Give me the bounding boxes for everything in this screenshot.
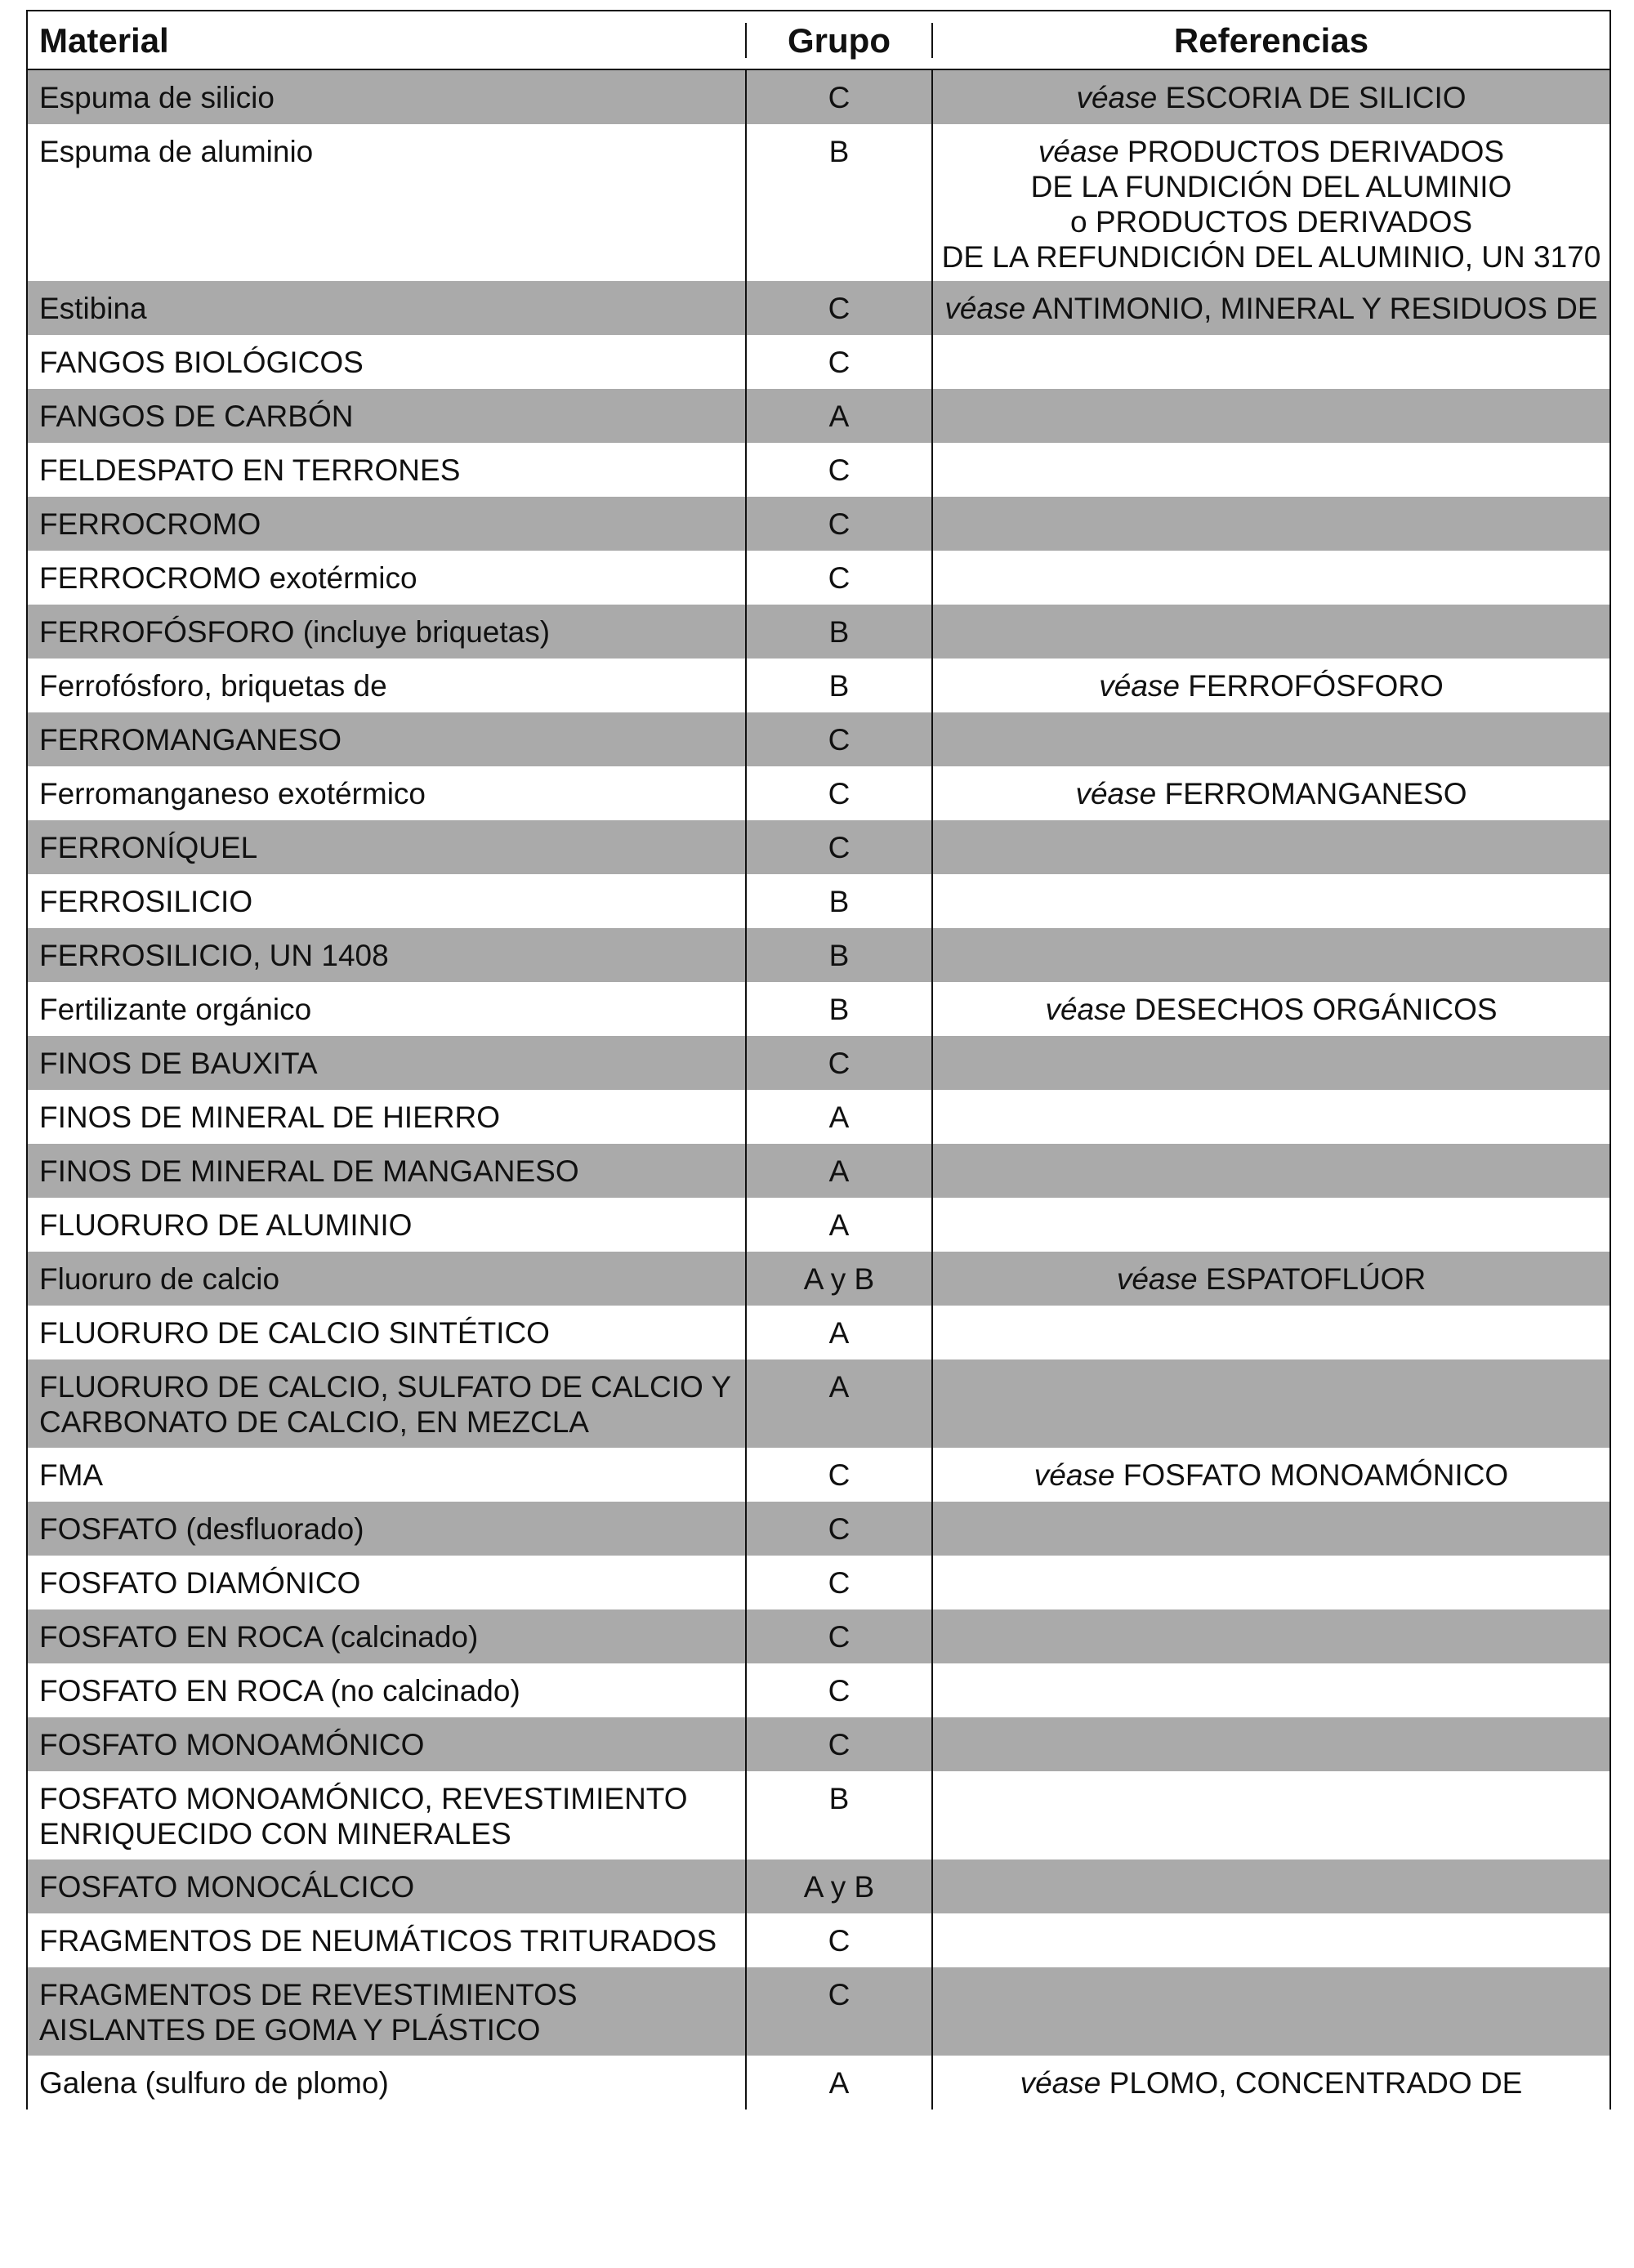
- table-row: [28, 1913, 1609, 1967]
- referencias-cell: [933, 281, 1609, 335]
- referencias-cell: [933, 443, 1609, 497]
- reference-line: [940, 80, 1603, 115]
- grupo-cell: C: [747, 820, 933, 874]
- table-row: [28, 874, 1609, 928]
- grupo-cell: A y B: [747, 1859, 933, 1913]
- materials-table: [26, 10, 1611, 2110]
- reference-text: PRODUCTOS DERIVADOS: [1127, 135, 1505, 168]
- grupo-cell: C: [747, 497, 933, 551]
- grupo-cell: A: [747, 1144, 933, 1198]
- referencias-cell: [933, 1090, 1609, 1144]
- reference-line: [940, 1458, 1603, 1493]
- grupo-cell: A: [747, 1198, 933, 1252]
- reference-line: [940, 2065, 1603, 2101]
- vease-prefix: véase: [1034, 1458, 1115, 1492]
- reference-line: [940, 1261, 1603, 1297]
- referencias-cell: [933, 1198, 1609, 1252]
- material-cell: FINOS DE MINERAL DE HIERRO: [28, 1090, 747, 1144]
- grupo-cell: C: [747, 712, 933, 766]
- referencias-cell: [933, 928, 1609, 982]
- referencias-cell: [933, 982, 1609, 1036]
- header-referencias: Referencias: [1173, 20, 1369, 60]
- table-row: [28, 659, 1609, 712]
- referencias-cell: [933, 2056, 1609, 2110]
- referencias-cell: [933, 1359, 1609, 1448]
- reference-text: DE LA FUNDICIÓN DEL ALUMINIO: [1030, 170, 1512, 203]
- table-row: [28, 982, 1609, 1036]
- vease-prefix: véase: [1020, 2066, 1101, 2100]
- reference-text: FERROFÓSFORO: [1188, 669, 1444, 703]
- referencias-cell: [933, 1913, 1609, 1967]
- table-row: [28, 1090, 1609, 1144]
- referencias-cell: [933, 551, 1609, 605]
- vease-prefix: véase: [1038, 135, 1119, 168]
- referencias-cell: [933, 1252, 1609, 1306]
- referencias-cell: [933, 1717, 1609, 1771]
- table-row: [28, 1306, 1609, 1359]
- table-row: [28, 443, 1609, 497]
- table-row: [28, 1771, 1609, 1859]
- table-row: [28, 1663, 1609, 1717]
- table-row: [28, 389, 1609, 443]
- material-cell: FERROSILICIO, UN 1408: [28, 928, 747, 982]
- grupo-cell: C: [747, 1036, 933, 1090]
- material-cell: FINOS DE BAUXITA: [28, 1036, 747, 1090]
- table-body: [28, 70, 1609, 2110]
- material-cell: Galena (sulfuro de plomo): [28, 2056, 747, 2110]
- material-cell: FRAGMENTOS DE NEUMÁTICOS TRITURADOS: [28, 1913, 747, 1967]
- grupo-cell: C: [747, 443, 933, 497]
- material-cell: Estibina: [28, 281, 747, 335]
- material-cell: FANGOS DE CARBÓN: [28, 389, 747, 443]
- referencias-cell: [933, 820, 1609, 874]
- vease-prefix: véase: [1076, 81, 1158, 114]
- referencias-cell: [933, 1967, 1609, 2056]
- table-row: [28, 281, 1609, 335]
- table-row: [28, 1198, 1609, 1252]
- material-cell: Espuma de aluminio: [28, 124, 747, 281]
- material-cell: FINOS DE MINERAL DE MANGANESO: [28, 1144, 747, 1198]
- grupo-cell: A: [747, 1359, 933, 1448]
- material-cell: FERRONÍQUEL: [28, 820, 747, 874]
- grupo-cell: C: [747, 1448, 933, 1502]
- table-row: [28, 124, 1609, 281]
- referencias-cell: [933, 1556, 1609, 1609]
- material-cell: Espuma de silicio: [28, 70, 747, 124]
- grupo-cell: C: [747, 1913, 933, 1967]
- table-header-row: [28, 11, 1609, 70]
- reference-line: [940, 291, 1603, 326]
- grupo-cell: A: [747, 1090, 933, 1144]
- grupo-cell: B: [747, 928, 933, 982]
- grupo-cell: C: [747, 1717, 933, 1771]
- material-cell: FRAGMENTOS DE REVESTIMIENTOS AISLANTES DE GOMA Y PLÁSTICO: [28, 1967, 747, 2056]
- grupo-cell: B: [747, 1771, 933, 1859]
- table-row: [28, 2056, 1609, 2110]
- reference-line: [940, 668, 1603, 703]
- vease-prefix: véase: [1045, 993, 1127, 1026]
- table-row: [28, 928, 1609, 982]
- reference-text: FOSFATO MONOAMÓNICO: [1123, 1458, 1509, 1492]
- grupo-cell: B: [747, 874, 933, 928]
- material-cell: FOSFATO EN ROCA (no calcinado): [28, 1663, 747, 1717]
- referencias-cell: [933, 874, 1609, 928]
- reference-text: o PRODUCTOS DERIVADOS: [1069, 205, 1473, 239]
- vease-prefix: véase: [1099, 669, 1180, 703]
- material-cell: FOSFATO (desfluorado): [28, 1502, 747, 1556]
- referencias-cell: [933, 1144, 1609, 1198]
- table-row: [28, 1859, 1609, 1913]
- referencias-cell: [933, 124, 1609, 281]
- table-row: [28, 1448, 1609, 1502]
- reference-line: [940, 169, 1603, 204]
- material-cell: FOSFATO MONOCÁLCICO: [28, 1859, 747, 1913]
- material-cell: FELDESPATO EN TERRONES: [28, 443, 747, 497]
- grupo-cell: B: [747, 982, 933, 1036]
- grupo-cell: B: [747, 605, 933, 659]
- reference-line: [940, 204, 1603, 239]
- table-row: [28, 497, 1609, 551]
- grupo-cell: B: [747, 124, 933, 281]
- table-row: [28, 1252, 1609, 1306]
- table-row: [28, 766, 1609, 820]
- reference-text: ESCORIA DE SILICIO: [1165, 81, 1467, 114]
- table-row: [28, 1967, 1609, 2056]
- referencias-cell: [933, 389, 1609, 443]
- reference-text: DE LA REFUNDICIÓN DEL ALUMINIO, UN 3170: [941, 240, 1601, 274]
- material-cell: FLUORURO DE CALCIO SINTÉTICO: [28, 1306, 747, 1359]
- material-cell: FERROFÓSFORO (incluye briquetas): [28, 605, 747, 659]
- table-row: [28, 1359, 1609, 1448]
- grupo-cell: A y B: [747, 1252, 933, 1306]
- material-cell: Ferromanganeso exotérmico: [28, 766, 747, 820]
- reference-text: DESECHOS ORGÁNICOS: [1134, 993, 1498, 1026]
- grupo-cell: C: [747, 70, 933, 124]
- material-cell: FOSFATO DIAMÓNICO: [28, 1556, 747, 1609]
- grupo-cell: C: [747, 1967, 933, 2056]
- reference-text: ESPATOFLÚOR: [1205, 1262, 1426, 1296]
- referencias-cell: [933, 659, 1609, 712]
- table-row: [28, 335, 1609, 389]
- referencias-cell: [933, 497, 1609, 551]
- referencias-cell: [933, 766, 1609, 820]
- reference-line: [940, 134, 1603, 169]
- material-cell: FERROMANGANESO: [28, 712, 747, 766]
- header-material: Material: [28, 23, 747, 58]
- grupo-cell: A: [747, 2056, 933, 2110]
- grupo-cell: C: [747, 766, 933, 820]
- grupo-cell: C: [747, 281, 933, 335]
- table-row: [28, 1556, 1609, 1609]
- referencias-cell: [933, 1502, 1609, 1556]
- table-row: [28, 551, 1609, 605]
- material-cell: FANGOS BIOLÓGICOS: [28, 335, 747, 389]
- header-grupo: Grupo: [747, 23, 933, 58]
- material-cell: FOSFATO MONOAMÓNICO, REVESTIMIENTO ENRIQUECIDO CON MINERALES: [28, 1771, 747, 1859]
- material-cell: FERROCROMO: [28, 497, 747, 551]
- material-cell: Ferrofósforo, briquetas de: [28, 659, 747, 712]
- grupo-cell: C: [747, 335, 933, 389]
- referencias-cell: [933, 712, 1609, 766]
- referencias-cell: [933, 1771, 1609, 1859]
- vease-prefix: véase: [944, 292, 1026, 325]
- reference-line: [940, 239, 1603, 275]
- reference-text: FERROMANGANESO: [1164, 777, 1467, 810]
- material-cell: Fluoruro de calcio: [28, 1252, 747, 1306]
- material-cell: FLUORURO DE CALCIO, SULFATO DE CALCIO Y CARBONATO DE CALCIO, EN MEZCLA: [28, 1359, 747, 1448]
- material-cell: FERROCROMO exotérmico: [28, 551, 747, 605]
- vease-prefix: véase: [1075, 777, 1157, 810]
- reference-line: [940, 992, 1603, 1027]
- material-cell: FLUORURO DE ALUMINIO: [28, 1198, 747, 1252]
- table-row: [28, 1144, 1609, 1198]
- referencias-cell: [933, 1306, 1609, 1359]
- table-row: [28, 1717, 1609, 1771]
- referencias-cell: [933, 1036, 1609, 1090]
- table-row: [28, 70, 1609, 124]
- referencias-cell: [933, 1859, 1609, 1913]
- referencias-cell: [933, 335, 1609, 389]
- material-cell: FERROSILICIO: [28, 874, 747, 928]
- grupo-cell: C: [747, 551, 933, 605]
- material-cell: FMA: [28, 1448, 747, 1502]
- grupo-cell: A: [747, 1306, 933, 1359]
- table-row: [28, 1502, 1609, 1556]
- material-cell: Fertilizante orgánico: [28, 982, 747, 1036]
- material-cell: FOSFATO MONOAMÓNICO: [28, 1717, 747, 1771]
- grupo-cell: C: [747, 1609, 933, 1663]
- referencias-cell: [933, 1448, 1609, 1502]
- table-row: [28, 820, 1609, 874]
- grupo-cell: C: [747, 1556, 933, 1609]
- grupo-cell: A: [747, 389, 933, 443]
- referencias-cell: [933, 1663, 1609, 1717]
- grupo-cell: C: [747, 1663, 933, 1717]
- reference-line: [940, 776, 1603, 811]
- reference-text: PLOMO, CONCENTRADO DE: [1109, 2066, 1523, 2100]
- grupo-cell: B: [747, 659, 933, 712]
- table-row: [28, 605, 1609, 659]
- grupo-cell: C: [747, 1502, 933, 1556]
- table-row: [28, 1036, 1609, 1090]
- table-row: [28, 1609, 1609, 1663]
- referencias-cell: [933, 70, 1609, 124]
- vease-prefix: véase: [1116, 1262, 1198, 1296]
- material-cell: FOSFATO EN ROCA (calcinado): [28, 1609, 747, 1663]
- referencias-cell: [933, 605, 1609, 659]
- reference-text: ANTIMONIO, MINERAL Y RESIDUOS DE: [1032, 292, 1598, 325]
- referencias-cell: [933, 1609, 1609, 1663]
- table-row: [28, 712, 1609, 766]
